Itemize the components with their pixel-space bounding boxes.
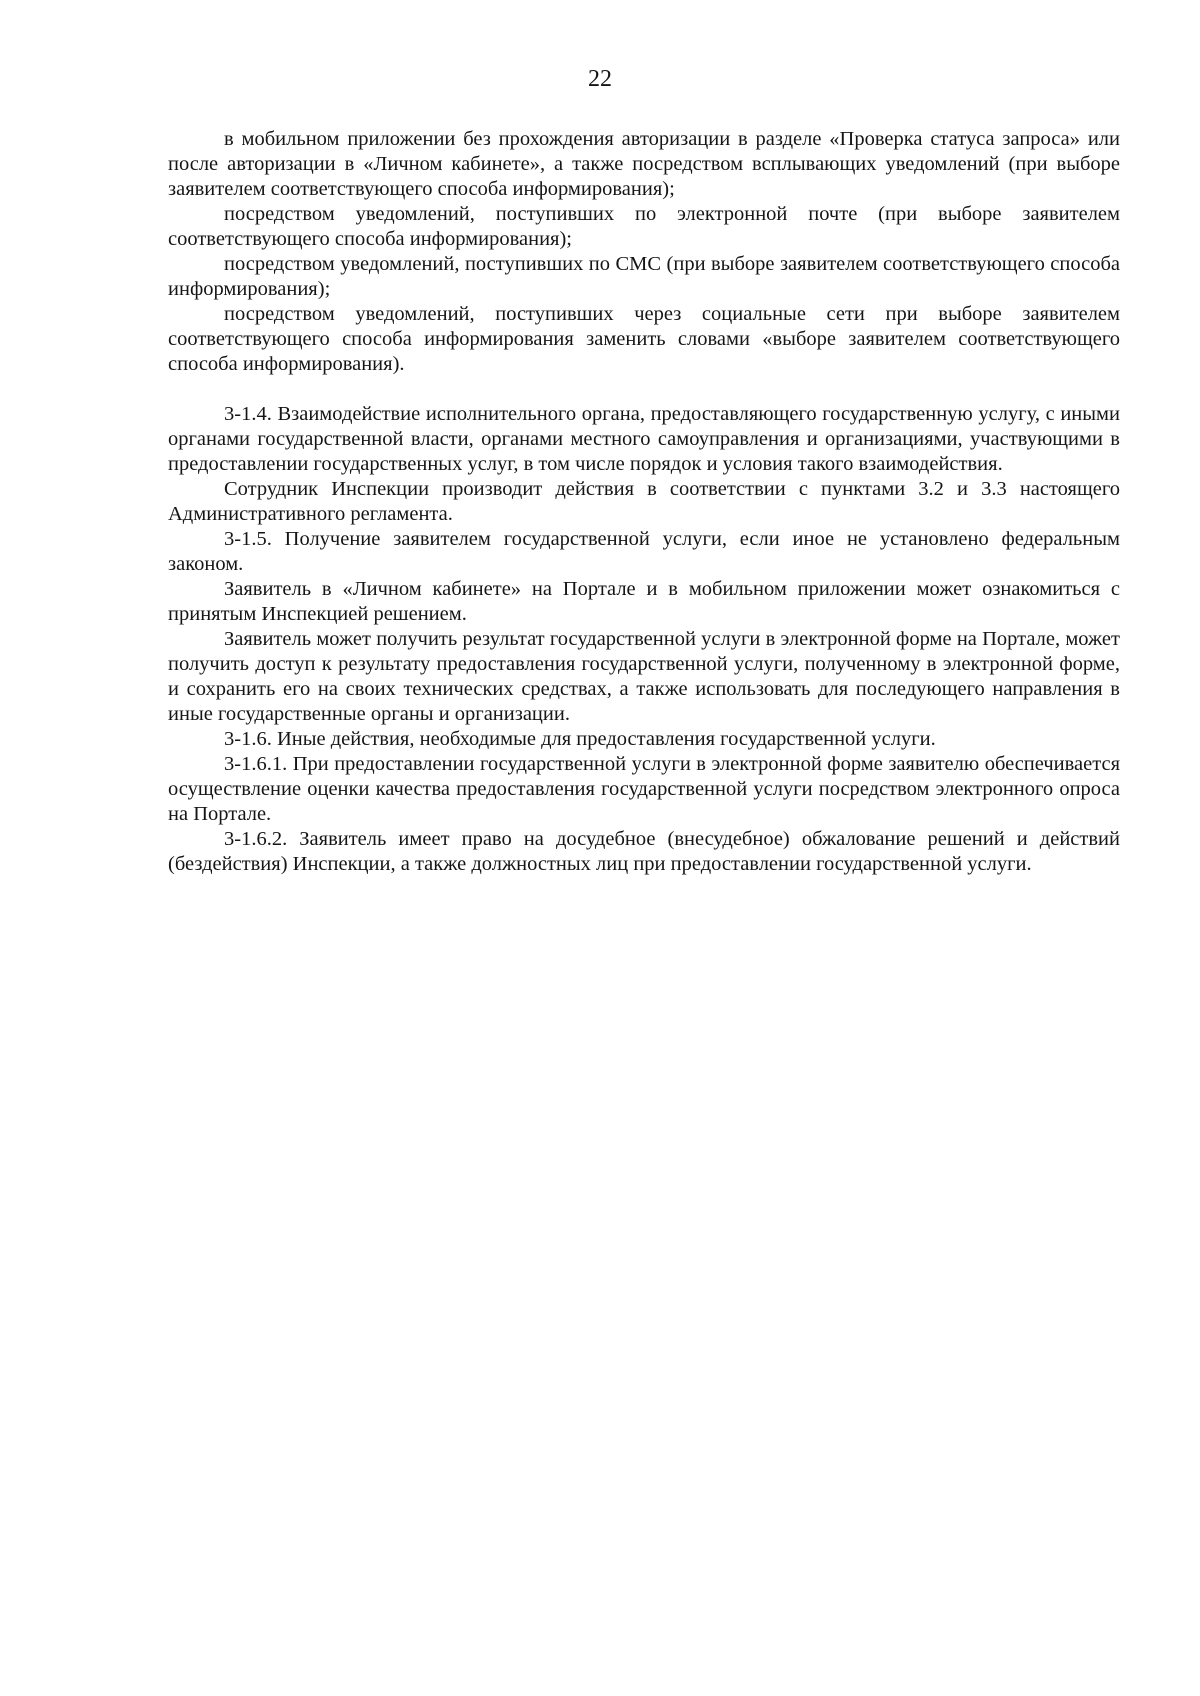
- paragraph-3-1-4: 3-1.4. Взаимодействие исполнительного органа, предоставляющего государственную услугу, с иными органами государственной власти, органами местного самоуправления и организациями, участвующими в предоставлении государственных услуг, в том числе порядок и условия такого взаимодействия.: [168, 403, 1120, 475]
- paragraph-social-network-notifications: посредством уведомлений, поступивших через социальные сети при выборе заявителем соответствующего способа информирования заменить словами «выборе заявителем соответствующего способа информирования).: [168, 303, 1120, 375]
- paragraph-3-1-6-1: 3-1.6.1. При предоставлении государственной услуги в электронной форме заявителю обеспечивается осуществление оценки качества предоставления государственной услуги посредством электронного опроса на Портале.: [168, 753, 1120, 825]
- paragraph-3-1-6-2: 3-1.6.2. Заявитель имеет право на досудебное (внесудебное) обжалование решений и действий (бездействия) Инспекции, а также должностных лиц при предоставлении государственной услуги.: [168, 828, 1120, 875]
- paragraph-inspection-actions: Сотрудник Инспекции производит действия в соответствии с пунктами 3.2 и 3.3 настоящего Административного регламента.: [168, 478, 1120, 525]
- paragraph-electronic-result: Заявитель может получить результат государственной услуги в электронной форме на Портале, может получить доступ к результату предоставления государственной услуги, полученному в электронной форме, и сохранить его на своих технических средствах, а также использовать для последующего направления в иные государственные органы и организации.: [168, 628, 1120, 725]
- paragraph-spacer: [168, 377, 1120, 402]
- page-number: 22: [588, 66, 612, 92]
- paragraph-email-notifications: посредством уведомлений, поступивших по электронной почте (при выборе заявителем соответствующего способа информирования);: [168, 203, 1120, 250]
- paragraph-sms-notifications: посредством уведомлений, поступивших по СМС (при выборе заявителем соответствующего способа информирования);: [168, 253, 1120, 300]
- paragraph-personal-account-decision: Заявитель в «Личном кабинете» на Портале и в мобильном приложении может ознакомиться с принятым Инспекцией решением.: [168, 578, 1120, 625]
- paragraph-mobile-app-notifications: в мобильном приложении без прохождения авторизации в разделе «Проверка статуса запроса» или после авторизации в «Личном кабинете», а также посредством всплывающих уведомлений (при выборе заявителем соответствующего способа информирования);: [168, 128, 1120, 200]
- paragraph-3-1-6: 3-1.6. Иные действия, необходимые для предоставления государственной услуги.: [224, 728, 936, 750]
- paragraph-3-1-5: 3-1.5. Получение заявителем государственной услуги, если иное не установлено федеральным законом.: [168, 528, 1120, 575]
- document-body: [168, 127, 1120, 877]
